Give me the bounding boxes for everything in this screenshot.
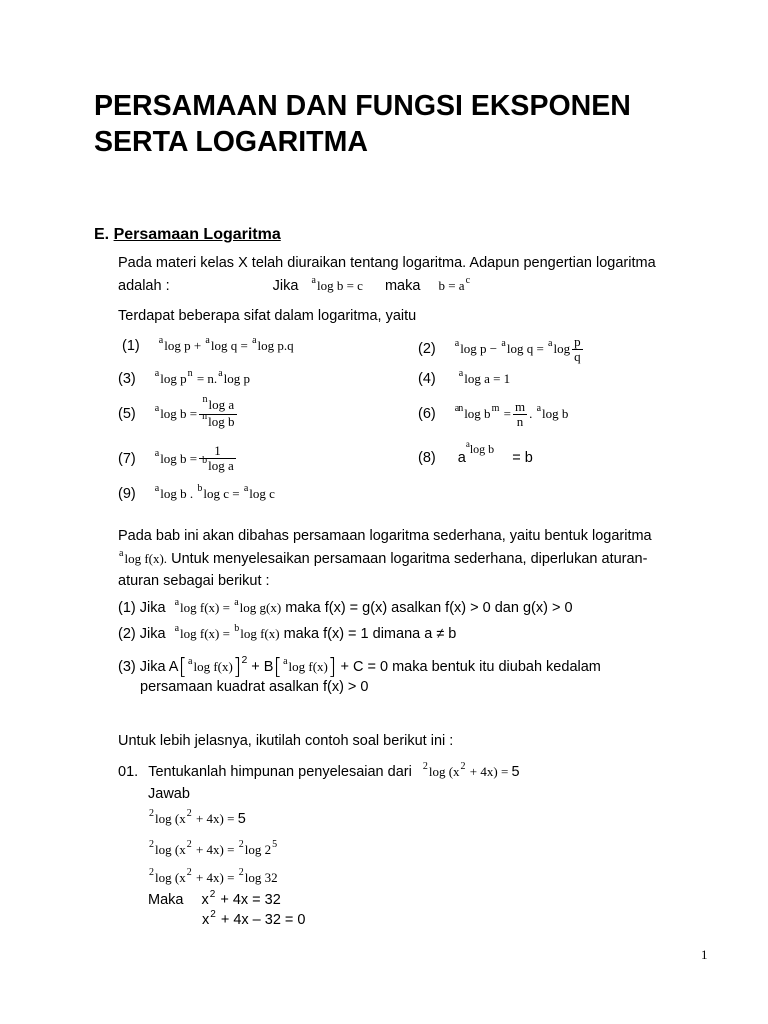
fraction [199,444,236,475]
base: a [174,597,180,608]
def-exp: c [465,275,471,286]
expr: log [553,341,571,356]
expr: log p + [164,338,205,353]
numerator: m [514,398,526,414]
property-1 [122,335,294,354]
expr: log q = [210,338,252,353]
title-line-2: SERTA LOGARITMA [94,126,368,158]
def-result: b = a [438,278,465,293]
def-log: log b = c [316,278,363,293]
base: b [197,483,203,494]
property-6 [418,396,568,432]
body-line-2-text: Untuk menyelesaikan persamaan logaritma sederhana, diperlukan aturan- [167,551,648,567]
base: a [174,623,180,634]
page-number: 1 [701,947,708,962]
base: 2 [149,839,154,850]
rule-3 [118,652,601,680]
base: a [283,656,288,667]
power: 2 [186,839,192,850]
base: a [454,338,460,349]
example-intro: Untuk lebih jelasnya, ikutilah contoh soal berikut ini : [118,733,454,749]
property-4 [418,368,511,387]
rhs: log 32 [244,870,278,885]
def-base: a [311,275,316,286]
base-a: a [457,450,466,466]
bracket-close: ] [232,655,242,680]
var: x [202,912,210,928]
denominator: n [516,413,524,429]
expr: log c = [203,486,243,501]
section-letter: E. [94,226,110,243]
power: 2 [460,761,466,772]
base: a [188,656,193,667]
question-text: Tentukanlah himpunan penyelesaian dari [148,764,412,780]
expr: + 4x) = [192,870,238,885]
power: 2 [186,808,192,819]
rule-prefix: (2) Jika [118,626,166,642]
property-num: (2) [418,341,436,357]
base: b [202,454,208,466]
expr: + B [247,659,274,675]
expr: log q = [506,341,548,356]
section-title: Persamaan Logaritma [113,226,281,243]
property-3 [118,368,251,387]
expr: log (x [155,870,186,885]
base: a [458,368,464,379]
maka-label: Maka [148,892,184,908]
base: a [154,448,160,459]
numerator: p [574,333,581,349]
expr: log f(x) = [180,626,234,641]
expr: + 4x) = [192,811,238,826]
base: a [501,338,506,349]
intro-adalah: adalah : [118,278,170,294]
expr: log (x [428,764,460,779]
expr: log p [160,371,187,386]
property-num: (5) [118,406,136,422]
expr: + 4x) = [466,764,512,779]
property-7 [118,441,238,477]
base: b [234,623,240,634]
solution-maka-1 [148,889,281,908]
body-line-1: Pada bab ini akan dibahas persamaan logaritma sederhana, yaitu bentuk logaritma [118,528,652,544]
base: a [154,368,160,379]
rule-prefix: (3) Jika A [118,659,179,675]
fraction [199,393,236,431]
solution-step-1 [148,808,246,827]
rhs: 5 [237,811,246,827]
base: a [465,439,470,449]
property-num: (3) [118,371,136,387]
base: 2 [149,808,154,819]
expr: log p − [460,341,501,356]
rule-suffix: maka f(x) = g(x) asalkan f(x) > 0 dan g(x) > 0 [281,600,573,616]
rule-3-line-2: persamaan kuadrat asalkan f(x) > 0 [140,679,369,695]
fraction [572,335,583,364]
expr: log p [223,371,251,386]
power: 2 [209,889,216,900]
property-8 [418,439,533,466]
expr: log c [249,486,275,501]
numerator: log a [208,396,235,412]
rhs: 5 [511,764,520,780]
intro-line-1: Pada materi kelas X telah diuraikan tentang logaritma. Adapun pengertian logaritma [118,255,656,271]
expr: + 4x – 32 = 0 [216,912,306,928]
solution-step-3 [148,867,278,886]
base: a [454,403,460,414]
power: m [491,403,500,414]
rule-prefix: (1) Jika [118,600,166,616]
base: 2 [422,761,428,772]
power: n [187,368,193,379]
expr: log f(x) [240,626,280,641]
expr: log p.q [257,338,294,353]
body-line-3: aturan sebagai berikut : [118,573,270,589]
base: 2 [238,839,244,850]
title-line-1: PERSAMAAN DAN FUNGSI EKSPONEN [94,90,631,122]
base: 2 [149,867,154,878]
power: 2 [186,867,192,878]
expr: + 4x = 32 [216,892,281,908]
numerator: 1 [199,444,236,459]
expr: = n. [193,371,218,386]
base: a [252,335,257,346]
property-9 [118,483,275,502]
properties-intro: Terdapat beberapa sifat dalam logaritma, yaitu [118,308,417,324]
expr: . [529,406,536,421]
expr: log b = [160,406,198,421]
power: 2 [210,909,216,920]
rule-1 [118,597,573,616]
base: n [202,393,208,405]
base: a [234,597,239,608]
expr: log b . [160,486,197,501]
expr: log f(x) [288,659,328,674]
expr: log g(x) [239,600,282,615]
fraction [513,400,527,429]
body-line-2 [118,548,648,567]
denominator: log a [208,457,234,473]
base: a [536,403,542,414]
base: a [154,403,160,414]
property-num: (1) [122,338,140,354]
expr: log f(x) = [180,600,234,615]
base: a [205,335,210,346]
denominator: q [574,348,581,364]
solution-step-2 [148,839,278,858]
property-5 [118,393,239,432]
power: 5 [272,839,278,850]
bracket-close: ] [327,655,337,680]
base: a [548,338,553,349]
base: a [119,548,124,559]
base: a [158,335,164,346]
section-heading [94,226,281,244]
property-num: (6) [418,406,436,422]
power: n [458,403,464,414]
example-num: 01. [118,764,139,780]
jawab-label: Jawab [148,786,190,802]
bracket-open: [ [178,655,188,680]
property-num: (8) [418,450,436,466]
base: a [218,368,223,379]
property-num: (7) [118,451,136,467]
rule-suffix: + C = 0 maka bentuk itu diubah kedalam [336,659,601,675]
power: 2 [241,654,248,666]
expr: log b = [160,451,198,466]
base: a [154,483,160,494]
example-question [118,761,520,780]
expr: log (x [155,811,186,826]
intro-jika: Jika [272,278,299,294]
property-2 [418,331,585,367]
bracket-open: [ [273,655,283,680]
rule-suffix: maka f(x) = 1 dimana a ≠ b [279,626,457,642]
page-title [94,88,631,160]
denominator: log b [208,413,235,429]
var: x [201,892,209,908]
base: a [243,483,249,494]
property-num: (4) [418,371,436,387]
intro-maka: maka [384,278,421,294]
expr: log (x [155,842,186,857]
rhs: log 2 [244,842,272,857]
expr: log b [464,406,491,421]
intro-line-2 [118,275,471,294]
expr: = [500,406,511,421]
rule-2 [118,623,457,642]
expr: log b [542,406,569,421]
base: 2 [238,867,244,878]
expr: log f(x). [124,551,168,566]
property-num: (9) [118,486,136,502]
expr: = b [512,450,533,466]
expr: log f(x) [193,659,233,674]
solution-maka-2 [202,909,306,928]
base: n [202,410,208,422]
expr: + 4x) = [192,842,238,857]
expr: log a = 1 [464,371,511,386]
exponent: log b [469,442,495,456]
